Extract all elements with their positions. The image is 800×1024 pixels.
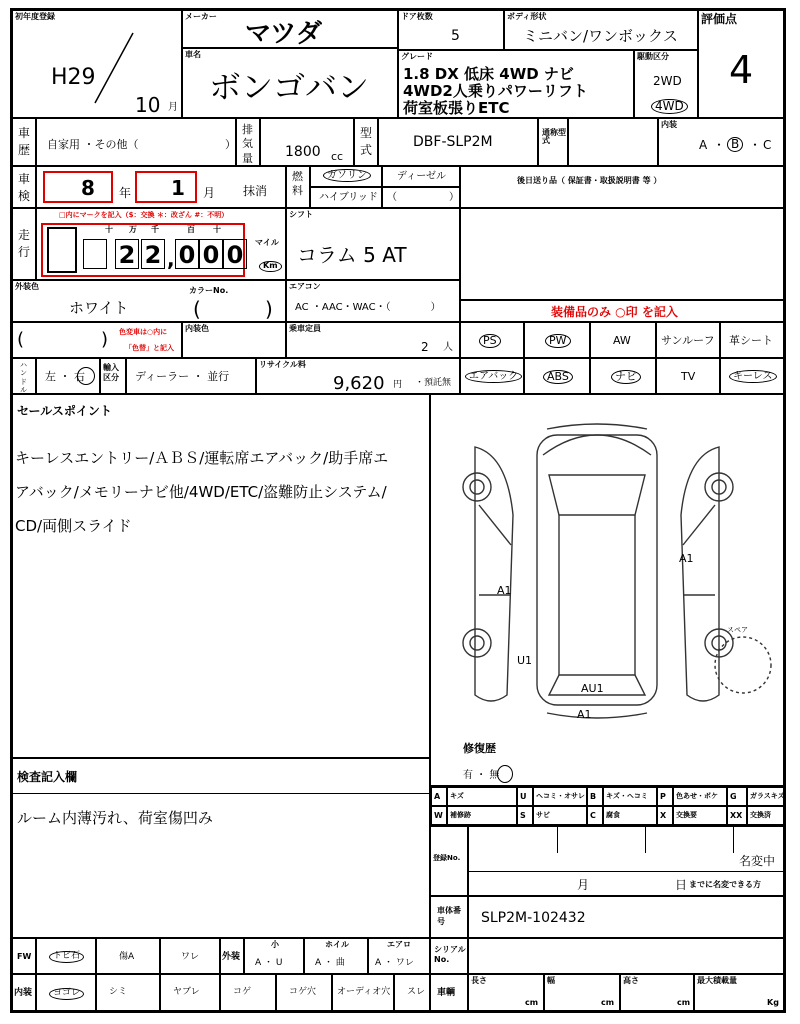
name-change-label: 名変中 (739, 854, 776, 868)
drive-label: 駆動区分 (637, 52, 669, 61)
fuel-diesel-cell (382, 166, 460, 187)
equip-airbag (460, 358, 524, 394)
serial-label: シリアルNo. (434, 945, 466, 965)
chassis-label-cell (430, 896, 468, 938)
height-unit: cm (677, 998, 691, 1007)
chassis-label: 車体番号 (437, 906, 461, 927)
auction-sheet (10, 8, 786, 1013)
max-load-cell (694, 974, 784, 1011)
shift-cell (286, 208, 460, 280)
registration-label: 登録No. (433, 854, 461, 862)
repair-history-label: 修復歴 (463, 742, 496, 755)
model-label-cell (354, 118, 378, 166)
equip-aw-label: AW (613, 334, 631, 347)
legend-code-text: X (660, 811, 667, 820)
damage-mark-right-door: A1 (679, 552, 694, 565)
reg-year: H29 (51, 65, 96, 90)
fuel-gasoline-circled: ガソリン (323, 169, 371, 182)
exterior-wheel-label: ホイル (325, 940, 349, 949)
legend-desc (447, 806, 517, 825)
legend-code-text: A (434, 792, 441, 801)
deregistered-label: 抹消 (243, 184, 268, 198)
sales-line-2: アバック/メモリーナビ他/4WD/ETC/盗難防止システム/ (15, 483, 387, 501)
equipment-title: 装備品のみ ○印 を記入 (551, 305, 678, 319)
deadline-note: までに名変できる方 (689, 880, 761, 889)
body-type-label: ボディ形状 (507, 12, 547, 21)
legend-code (517, 787, 533, 806)
documents-label: 後日送り品（ 保証書・取扱説明書 等 ） (517, 176, 662, 185)
registration-label-cell (430, 826, 468, 896)
drive-cell (634, 50, 698, 118)
serial-value-cell (468, 938, 784, 974)
unit-header-3: 百 (187, 225, 195, 234)
fw-scratch-label: 傷A (119, 952, 135, 962)
handle-label-cell (12, 358, 36, 394)
car-diagram-section (430, 394, 784, 786)
aircon-label: エアコン (289, 282, 321, 291)
equip-keyless (720, 358, 784, 394)
equip-abs-circled: ABS (543, 370, 573, 384)
fuel-label: 燃料 (292, 170, 303, 198)
legend-code (727, 787, 747, 806)
equip-tv-label: TV (681, 370, 696, 383)
inspection-year: 8 (81, 176, 95, 200)
deadline-day: 日 (675, 878, 688, 892)
body-type-cell (504, 10, 698, 50)
shift-value: コラム 5 AT (297, 243, 407, 267)
score-label: 評価点 (701, 12, 738, 26)
chassis-value: SLP2M-102432 (481, 910, 586, 926)
legend-desc-text: 補修跡 (450, 811, 471, 819)
exterior-wheel (304, 938, 368, 974)
legend-code (431, 787, 447, 806)
length-label: 長さ (471, 976, 487, 985)
legend-desc-text: ヘコミ・オサレ (536, 792, 585, 800)
legend-desc (747, 787, 785, 806)
legend-code (517, 806, 533, 825)
aircon-options: AC ・AAC・WAC・（ ） (295, 302, 441, 313)
interior-grade-cell (658, 118, 784, 166)
reg-divider-2 (645, 827, 646, 853)
repair-none-circle (497, 765, 513, 783)
legend-desc (533, 787, 587, 806)
dims-label-cell (430, 974, 468, 1011)
shift-label: シフト (289, 210, 313, 219)
interior-item-dirt-circled: ヨゴレ (49, 988, 84, 1000)
equip-keyless-circled: キーレス (729, 370, 777, 383)
import-value-cell (126, 358, 256, 394)
damage-mark-left-rear: U1 (517, 654, 533, 667)
interior-label-cell (12, 974, 36, 1011)
import-label-cell (100, 358, 126, 394)
color-change-open-paren: ( (17, 329, 25, 350)
legend-desc-text: キズ (450, 792, 464, 800)
score-value: 4 (729, 48, 754, 92)
fw-scratch (96, 938, 160, 974)
handle-label: ハンドル (20, 361, 27, 395)
inspection-month-box (135, 171, 197, 203)
color-change-cell (12, 322, 182, 358)
deadline-month: 月 (577, 878, 590, 892)
exterior-color-label: 外装色 (15, 282, 39, 291)
legend-desc (747, 806, 785, 825)
capacity-cell (286, 322, 460, 358)
reg-hline (469, 871, 783, 872)
fuel-diesel: ディーゼル (397, 171, 446, 182)
common-model-label: 通称型式 (542, 128, 566, 145)
mileage-digit-2: 2 (141, 239, 165, 269)
registration-value-cell (468, 826, 784, 896)
repair-history-value: 有 ・ 無 (463, 770, 500, 781)
interior-grade-c: C (763, 138, 772, 152)
inspection-notes-divider (13, 793, 429, 794)
history-value-cell (36, 118, 236, 166)
mileage-prefix-box (47, 227, 77, 273)
legend-desc-text: サビ (536, 811, 550, 819)
handle-value-cell (36, 358, 100, 394)
interior-item-label: コゲ (233, 987, 252, 997)
fw-crack-label: ワレ (181, 952, 200, 962)
legend-code-text: G (730, 792, 737, 801)
interior-grade-sep2: ・ (749, 138, 762, 152)
doors-value: 5 (451, 28, 460, 44)
dims-label: 車輌 (437, 988, 456, 998)
inspection-label: 車検 (18, 172, 31, 203)
maker-cell (182, 10, 398, 48)
reg-month-unit: 月 (168, 102, 178, 113)
equip-ps-circled: PS (479, 334, 501, 348)
max-load-unit: Kg (767, 998, 779, 1007)
fw-crack (160, 938, 220, 974)
mile-label: マイル (255, 238, 279, 247)
interior-item-cell (332, 974, 394, 1011)
score-cell (698, 10, 784, 118)
mileage-digit-3: 0 (175, 239, 199, 269)
capacity-unit: 人 (443, 342, 453, 353)
capacity-value: 2 (421, 340, 429, 354)
equip-pw (524, 322, 590, 358)
recycle-label: リサイクル料 (259, 360, 306, 369)
interior-item-label: スレ (407, 987, 426, 997)
exterior-label-cell (220, 938, 244, 974)
documents-space (460, 208, 784, 300)
interior-grade-a: A (699, 138, 708, 152)
exterior-wheel-value: A ・ 曲 (315, 958, 345, 968)
damage-mark-rear-gate: AU1 (581, 682, 604, 695)
documents-cell (460, 166, 784, 208)
width-cell (544, 974, 620, 1011)
legend-desc (673, 787, 727, 806)
inspection-month-unit: 月 (203, 186, 216, 200)
mileage-label-cell (12, 208, 36, 280)
inspection-year-box (43, 171, 113, 203)
fw-stone-chip-circled: トビ石 (49, 951, 84, 963)
equip-ps (460, 322, 524, 358)
width-unit: cm (601, 998, 615, 1007)
equip-sunroof-label: サンルーフ (661, 334, 715, 347)
color-no-close-paren: ) (265, 297, 273, 321)
exterior-small (244, 938, 304, 974)
legend-desc (533, 806, 587, 825)
damage-mark-left-door: A1 (497, 584, 512, 597)
grade-cell (398, 50, 634, 118)
equip-navi-circled: ナビ (611, 370, 641, 384)
mileage-digit-5: 0 (223, 239, 247, 269)
legend-code-text: W (434, 811, 443, 820)
sales-line-3: CD/両側スライド (15, 517, 132, 535)
doors-label: ドア枚数 (401, 12, 433, 21)
exterior-color-value: ホワイト (69, 299, 129, 317)
serial-label-cell (430, 938, 468, 974)
damage-legend (430, 786, 784, 826)
fuel-gasoline-cell (310, 166, 382, 187)
unit-header-0: 十 (105, 225, 113, 234)
equip-navi (590, 358, 656, 394)
interior-item-label: ヤブレ (173, 987, 200, 997)
fuel-other-open: （ (387, 192, 397, 203)
history-close: ） (225, 138, 236, 151)
max-load-label: 最大積載量 (697, 976, 737, 985)
handle-right-circle (77, 367, 95, 385)
fw-label-cell (12, 938, 36, 974)
interior-item-label: コゲ穴 (289, 987, 317, 997)
equipment-title-cell (460, 300, 784, 322)
drive-4wd-circled: 4WD (651, 99, 688, 114)
maker-label: メーカー (185, 12, 217, 21)
displacement-value-cell (260, 118, 354, 166)
equip-leather-label: 革シート (729, 334, 773, 347)
interior-color-label: 内装色 (185, 324, 209, 333)
legend-code (431, 806, 447, 825)
inspection-notes-text: ルーム内薄汚れ、荷室傷凹み (17, 809, 213, 827)
recycle-cell (256, 358, 460, 394)
capacity-label: 乗車定員 (289, 324, 321, 333)
legend-desc-text: 腐食 (606, 811, 620, 819)
inspection-notes-title: 検査記入欄 (17, 770, 78, 784)
first-reg-label: 初年度登録 (15, 12, 55, 21)
equip-tv (656, 358, 720, 394)
car-name-value: ボンゴバン (209, 68, 370, 106)
equip-abs (524, 358, 590, 394)
grade-label: グレード (401, 52, 433, 61)
model-value-cell (378, 118, 538, 166)
color-change-note-1: 色変車は○内に (119, 328, 168, 336)
mileage-digit-1: 2 (115, 239, 139, 269)
fuel-hybrid-cell (310, 187, 382, 208)
reg-divider-3 (733, 827, 734, 853)
inspection-year-unit: 年 (119, 186, 132, 200)
exterior-aero (368, 938, 430, 974)
equip-airbag-circled: エアバック (465, 370, 522, 383)
height-label: 高さ (623, 976, 639, 985)
body-type-value: ミニバン/ワンボックス (523, 27, 678, 45)
legend-desc (673, 806, 727, 825)
legend-desc (603, 806, 657, 825)
interior-item-label: オーディオ穴 (337, 987, 391, 997)
unit-header-1: 万 (129, 225, 137, 234)
length-cell (468, 974, 544, 1011)
spare-label: スペア (727, 626, 748, 634)
interior-item-cell (276, 974, 332, 1011)
legend-code (657, 787, 673, 806)
color-change-note-2: 「色替」と記入 (125, 344, 174, 352)
interior-item-cell (36, 974, 96, 1011)
legend-desc-text: キズ・ヘコミ (606, 792, 648, 800)
length-unit: cm (525, 998, 539, 1007)
interior-item-cell (96, 974, 160, 1011)
height-cell (620, 974, 694, 1011)
legend-desc (447, 787, 517, 806)
color-no-label: カラーNo. (189, 286, 229, 295)
legend-code-text: P (660, 792, 666, 801)
interior-item-label: シミ (109, 987, 128, 997)
legend-code-text: XX (730, 811, 743, 820)
equip-pw-circled: PW (545, 334, 571, 348)
import-label: 輸入区分 (103, 363, 119, 383)
legend-code (587, 806, 603, 825)
interior-grade-sep1: ・ (713, 138, 726, 152)
interior-item-cell (220, 974, 276, 1011)
mileage-digit-4: 0 (199, 239, 223, 269)
equip-sunroof (656, 322, 720, 358)
reg-divider-1 (557, 827, 558, 853)
equip-aw (590, 322, 656, 358)
car-name-label: 車名 (185, 50, 201, 59)
recycle-deposit: ・預託無 (415, 378, 452, 388)
color-no-open-paren: ( (193, 297, 201, 321)
legend-code-text: C (590, 811, 596, 820)
mileage-value-cell (36, 208, 286, 280)
grade-line-3: 荷室板張りETC (403, 99, 510, 117)
mileage-digit-0 (83, 239, 107, 269)
displacement-label: 排気量 (242, 123, 253, 165)
legend-code-text: B (590, 792, 597, 801)
car-diagram-drawing (431, 395, 785, 787)
handle-value: 左 ・ 右 (45, 370, 85, 383)
interior-item-cell (394, 974, 430, 1011)
inspection-value-cell (36, 166, 286, 208)
inspection-month: 1 (171, 176, 185, 200)
legend-desc (603, 787, 657, 806)
recycle-value: 9,620 (333, 373, 385, 394)
interior-grade-label: 内装 (661, 120, 677, 129)
mileage-comma: , (167, 247, 175, 271)
interior-grade-b-circled: B (727, 137, 743, 152)
damage-mark-rear-bumper: A1 (577, 708, 592, 721)
fw-label: FW (17, 952, 32, 961)
fuel-other-close: ） (449, 192, 459, 203)
unit-header-4: 十 (213, 225, 221, 234)
legend-code (727, 806, 747, 825)
history-label: 車歴 (18, 126, 31, 157)
interior-label: 内装 (14, 988, 33, 998)
displacement-label-cell (236, 118, 260, 166)
fuel-label-cell (286, 166, 310, 208)
legend-code (587, 787, 603, 806)
common-model-label-cell (538, 118, 568, 166)
displacement-unit: cc (331, 150, 344, 163)
first-registration-cell (12, 10, 182, 118)
exterior-aero-value: A ・ ワレ (375, 958, 414, 968)
doors-cell (398, 10, 504, 50)
legend-desc-text: ガラスキズ (750, 792, 785, 800)
legend-code-text: U (520, 792, 527, 801)
recycle-unit: 円 (393, 380, 403, 390)
history-value: 自家用 ・その他（ (47, 138, 139, 151)
equip-leather (720, 322, 784, 358)
legend-desc-text: 交換要 (676, 811, 697, 819)
mileage-note: □内にマークを記入（$：交換 ＊：改ざん #：不明） (59, 211, 229, 219)
legend-code (657, 806, 673, 825)
exterior-label: 外装 (222, 952, 241, 962)
exterior-small-value: A ・ U (255, 958, 283, 968)
aircon-cell (286, 280, 460, 322)
interior-color-cell (182, 322, 286, 358)
legend-desc-text: 色あせ・ボケ (676, 792, 718, 800)
legend-code-text: S (520, 811, 526, 820)
common-model-value-cell (568, 118, 658, 166)
fw-stone-chip (36, 938, 96, 974)
fuel-other-cell (382, 187, 460, 208)
inspection-notes-section (12, 758, 430, 938)
km-label-circled: Km (259, 261, 282, 272)
car-name-cell (182, 48, 398, 118)
legend-desc-text: 交換済 (750, 811, 771, 819)
reg-month: 10 (135, 93, 161, 117)
grade-line-2: 4WD2人乗りパワーリフト (403, 82, 588, 100)
maker-value: マツダ (245, 19, 322, 49)
fuel-hybrid: ハイブリッド (319, 192, 378, 203)
sales-line-1: キーレスエントリー/ＡＢＳ/運転席エアバック/助手席エ (15, 449, 389, 467)
width-label: 幅 (547, 976, 555, 985)
interior-item-cell (160, 974, 220, 1011)
unit-header-2: 千 (151, 225, 159, 234)
mileage-label: 走行 (18, 228, 31, 259)
drive-2wd: 2WD (653, 74, 682, 88)
exterior-color-cell (12, 280, 286, 322)
grade-line-1: 1.8 DX 低床 4WD ナビ (403, 65, 574, 83)
sales-point-section (12, 394, 430, 758)
chassis-value-cell (468, 896, 784, 938)
import-value: ディーラー ・ 並行 (135, 370, 230, 383)
model-value: DBF-SLP2M (413, 134, 493, 150)
inspection-label-cell (12, 166, 36, 208)
displacement-value: 1800 (285, 144, 321, 160)
exterior-small-label: 小 (271, 940, 279, 949)
sales-point-title: セールスポイント (17, 404, 112, 418)
exterior-aero-label: エアロ (387, 940, 411, 949)
color-change-close-paren: ) (101, 329, 109, 350)
history-label-cell (12, 118, 36, 166)
model-label: 型式 (360, 126, 373, 157)
